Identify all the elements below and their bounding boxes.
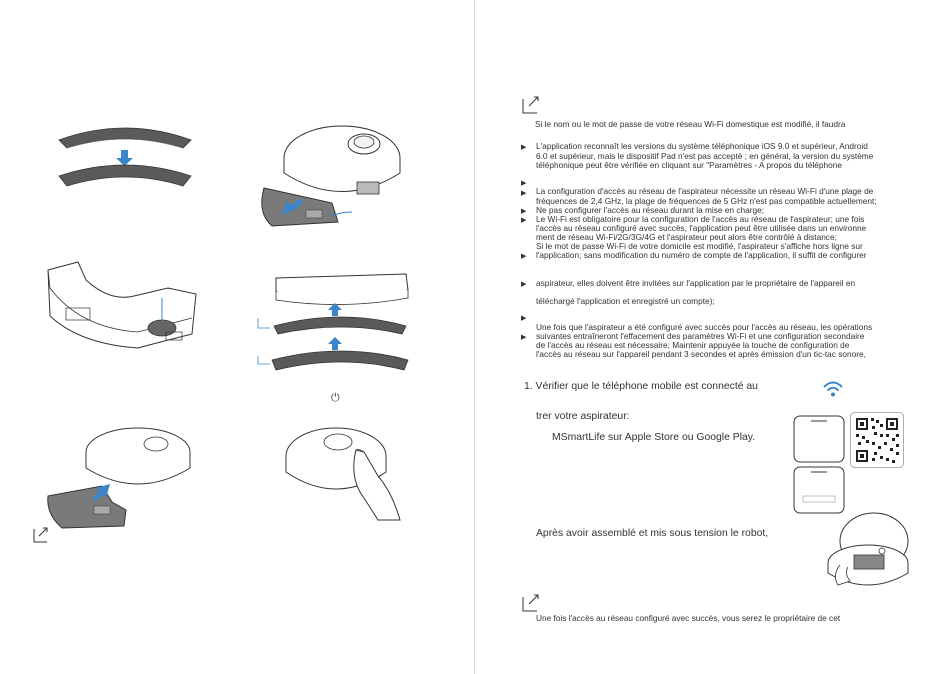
step-2-text: trer votre aspirateur: (536, 411, 630, 422)
page-divider (474, 0, 475, 674)
bullet-arrow: ▶ (521, 315, 527, 322)
final-note-text: Une fois l'accès au réseau configuré avec succès, vous serez le propriétaire de cet (536, 613, 841, 623)
net-line-6: ment de réseau Wi-Fi/2G/3G/4G et l'aspirateur peut alors être contrôlé à distance; (536, 232, 837, 242)
app-compat-line-1: L'application reconnaît les versions du système téléphonique iOS 9.0 et supérieur, Android (536, 141, 868, 151)
bullet-arrow: ▶ (521, 217, 527, 224)
hand-press-button-illustration (280, 422, 410, 522)
invite-line-2: téléchargé l'application et enregistré un compte); (536, 296, 715, 306)
robot-tank-insert-illustration (42, 422, 192, 534)
bullet-arrow: ▶ (521, 253, 527, 260)
bullet-arrow: ▶ (521, 281, 527, 288)
bullet-arrow: ▶ (521, 208, 527, 215)
app-compat-line-2: 6.0 et supérieur, mais le dispositif Pad n'est pas accepté ; en général, la version du système (536, 151, 874, 161)
qr-code (850, 412, 904, 468)
success-line-3: de l'accès au réseau est nécessaire; Maintenir appuyée la touche de configuration de (536, 340, 850, 350)
left-page (0, 0, 474, 674)
success-line-4: l'accès au réseau sur l'appareil pendant 3 secondes et après émission d'un tic-tac sonore, (536, 349, 866, 359)
step-2-app-store-text: MSmartLife sur Apple Store ou Google Play. (552, 432, 756, 443)
step-3-text: Après avoir assemblé et mis sous tension le robot, (536, 528, 769, 539)
bullet-arrow: ▶ (521, 180, 527, 187)
right-page (476, 0, 950, 674)
note-wifi-name-change: Si le nom ou le mot de passe de votre réseau Wi-Fi domestique est modifié, il faudra (535, 119, 846, 129)
net-line-5: l'accès au réseau configuré avec succès, l'application peut être utilisée dans un environne (536, 223, 867, 233)
net-line-4: Le Wi-Fi est obligatoire pour la configuration de l'accès au réseau de l'aspirateur; une fois (536, 214, 865, 224)
note-icon (522, 594, 540, 612)
robot-tank-removal-illustration (252, 118, 412, 238)
net-line-1: La configuration d'accès au réseau de l'aspirateur nécessite un réseau Wi-Fi d'une plage de (536, 186, 874, 196)
power-icon: ⏻ (331, 392, 340, 404)
invite-line-1: aspirateur, elles doivent être invitées sur l'application par le propriétaire de l'appareil en (536, 278, 856, 288)
note-icon (522, 96, 540, 114)
success-line-1: Une fois que l'aspirateur a été configuré avec succès pour l'accès au réseau, les opérations (536, 322, 873, 332)
step-1-text: 1. Vérifier que le téléphone mobile est connecté au (524, 381, 758, 392)
robot-lid-open-illustration (820, 505, 910, 593)
bullet-arrow: ▶ (521, 190, 527, 197)
wifi-icon (822, 380, 844, 398)
success-line-2: suivantes entraîneront l'effacement des paramètres Wi-Fi et une configuration secondaire (536, 331, 865, 341)
net-line-7: Si le mot de passe Wi-Fi de votre domicile est modifié, l'aspirateur s'affiche hors ligne sur (536, 241, 863, 251)
mop-assembly-illustration (256, 268, 416, 376)
phone-icon (793, 415, 845, 463)
bullet-arrow: ▶ (521, 144, 527, 151)
app-compat-line-3: téléphonique peut être vérifiée en cliquant sur "Paramètres - A propos du téléphone (536, 160, 842, 170)
mop-pad-stack-illustration (55, 118, 195, 200)
net-line-2: fréquences de 2,4 GHz, la plage de fréquences de 5 GHz n'est pas compatible actuellement; (536, 196, 877, 206)
bullet-arrow: ▶ (521, 334, 527, 341)
note-icon (33, 527, 49, 543)
net-line-8: l'application; sans modification du numéro de compte de l'application, il suffit de configurer (536, 250, 867, 260)
water-tank-detail-illustration (40, 258, 202, 356)
net-line-3: Ne pas configurer l'accès au réseau durant la mise en charge; (536, 205, 765, 215)
